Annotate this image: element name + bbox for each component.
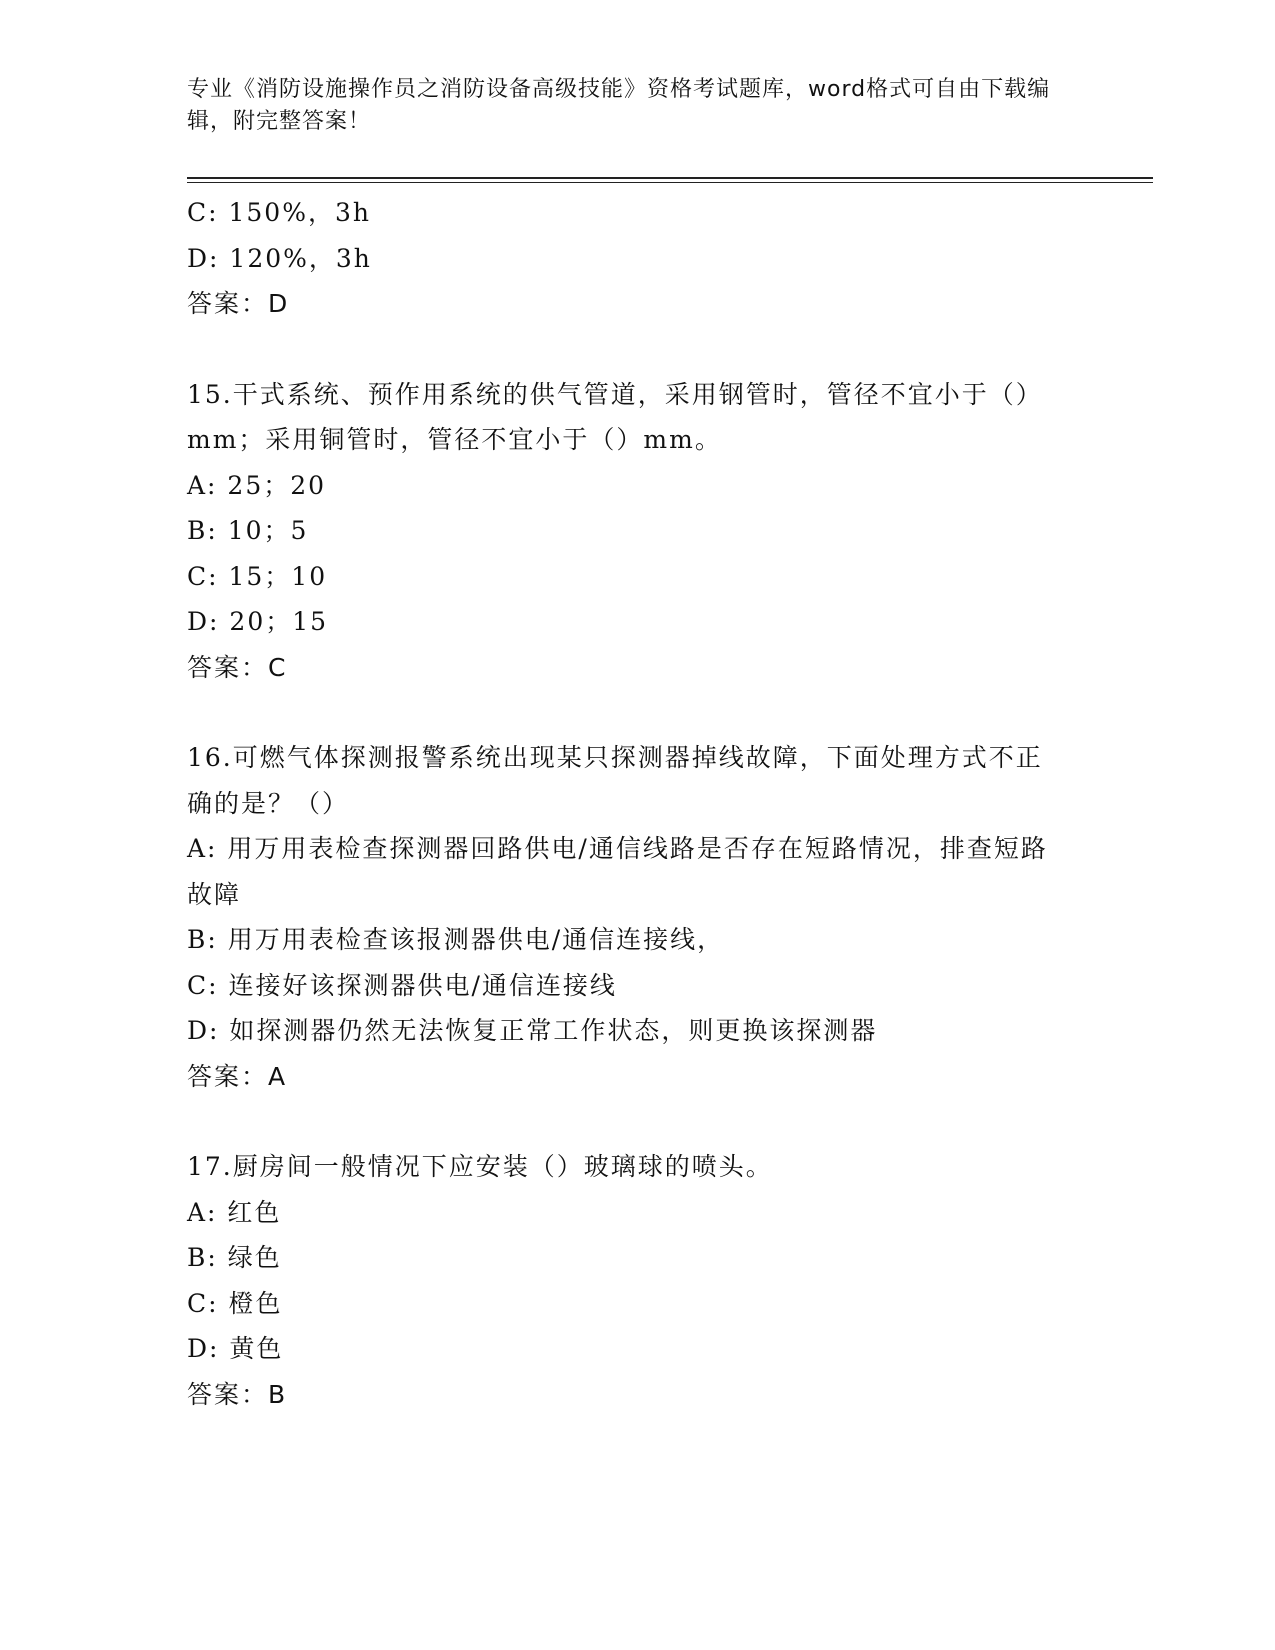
- answer: 答案：D: [187, 289, 290, 318]
- question-14-tail: [187, 190, 1067, 327]
- option-d: D: 如探测器仍然无法恢复正常工作状态，则更换该探测器: [187, 1016, 878, 1045]
- answer: 答案：C: [187, 652, 288, 682]
- option-b: B: 绿色: [187, 1243, 282, 1272]
- question-17: [187, 1144, 1067, 1417]
- option-b: B: 10；5: [187, 516, 309, 545]
- question-15: [187, 372, 1067, 691]
- answer: 答案：A: [187, 1061, 288, 1091]
- answer: 答案：B: [187, 1379, 288, 1409]
- question-stem: 16.可燃气体探测报警系统出现某只探测器掉线故障，下面处理方式不正确的是？（）: [187, 743, 1043, 818]
- option-d: D: 20；15: [187, 607, 329, 636]
- question-stem: 17.厨房间一般情况下应安装（）玻璃球的喷头。: [187, 1152, 773, 1181]
- option-c: C: 15；10: [187, 561, 328, 591]
- option-d: D: 黄色: [187, 1334, 284, 1363]
- option-a: A: 25；20: [187, 470, 327, 500]
- option-b: B: 用万用表检查该报测器供电/通信连接线，: [187, 925, 725, 954]
- question-stem: 15.干式系统、预作用系统的供气管道，采用钢管时，管径不宜小于（）mm；采用铜管时，管径不宜小于（）mm。: [187, 379, 1043, 454]
- question-list: [187, 190, 1067, 1417]
- option-c: C: 连接好该探测器供电/通信连接线: [187, 970, 617, 1000]
- option-d: D: 120%，3h: [187, 243, 372, 273]
- header-divider-thin: [187, 182, 1153, 183]
- option-a: A: 红色: [187, 1197, 282, 1227]
- header-divider-thick: [187, 177, 1153, 179]
- document-header: 专业《消防设施操作员之消防设备高级技能》资格考试题库，word格式可自由下载编辑，附完整答案！: [187, 77, 1051, 134]
- option-a: A: 用万用表检查探测器回路供电/通信线路是否存在短路情况，排查短路故障: [187, 834, 1048, 909]
- option-c: C: 橙色: [187, 1288, 283, 1318]
- question-16: [187, 735, 1067, 1099]
- option-c: C: 150%，3h: [187, 198, 371, 227]
